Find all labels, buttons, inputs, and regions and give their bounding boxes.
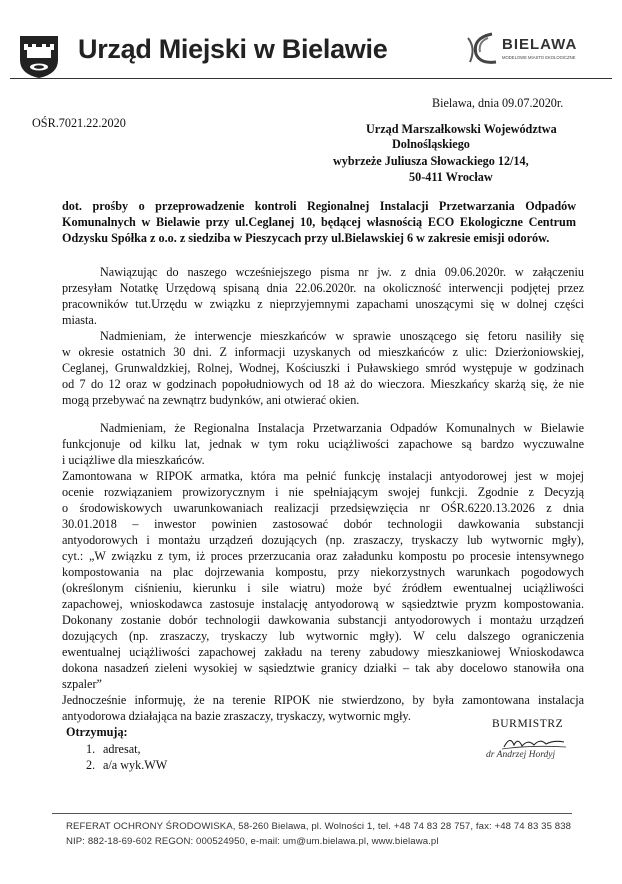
p4-line-2: ocenie rozwiązaniem prowizorycznym i nie spełniającym swojej funkcji. Zgodnie z Decyzją: [62, 485, 584, 499]
p5-line-1: Jednocześnie informuję, że na terenie RIPOK nie stwierdzono, by była zamontowana instalacja: [62, 693, 584, 707]
recipient-line-4: 50-411 Wrocław: [409, 170, 493, 184]
bielawa-logo: [462, 28, 578, 70]
recipient-item-2-number: 2.: [86, 758, 96, 772]
logo-wordmark: BIELAWA: [502, 36, 578, 53]
p3-line-2: funkcjonuje od kilku lat, jednak w tym roku uciążliwości zapachowe są bardzo wyczuwalne: [62, 437, 584, 451]
p2-line-2: w okresie ostatnich 30 dni. Z informacji uzyskanych od mieszkańców z ulic: Dzierżoniowskiej,: [62, 345, 584, 359]
reference-number: OŚR.7021.22.2020: [32, 116, 126, 130]
p2-line-4: od 7 do 12 oraz w godzinach popołudniowych od 18 aż do wieczora. Mieszkańcy skarżą się, że nie: [62, 377, 584, 391]
p4-line-6: cyt.: „W związku z tym, iż proces przerzucania oraz załadunku kompostu po procesie intensywnego: [62, 549, 584, 563]
p4-line-8: (określonym ciśnieniu, kierunku i sile wiatru) może być źródłem ewentualnej uciążliwości: [62, 581, 584, 595]
p1-line-4: miasta.: [62, 313, 97, 327]
p4-line-4: 30.01.2018 – inwestor powinien zastosować dobór technologii dawkowania substancji: [62, 517, 584, 531]
p4-line-12: ewentualnej uciążliwości zapachowej zakładu na tereny zabudowy mieszkaniowej Wnioskodawca: [62, 645, 584, 659]
signatory-name: dr Andrzej Hordyj: [486, 750, 556, 760]
bielawa-swirl-icon: [462, 28, 502, 70]
subject-line-2: Komunalnych w Bielawie przy ul.Ceglanej 10, będącej własnością ECO Ekologiczne Centrum: [62, 215, 576, 229]
footer-divider: [52, 813, 572, 814]
p2-line-1: Nadmieniam, że interwencje mieszkańców w sprawie unoszącego się fetoru nasiliły się: [100, 329, 584, 343]
recipient-line-3: wybrzeże Juliusza Słowackiego 12/14,: [333, 154, 529, 168]
p1-line-1: Nawiązując do naszego wcześniejszego pisma nr jw. z dnia 09.06.2020r. w załączeniu: [100, 265, 584, 279]
p4-line-14: szpaler”: [62, 677, 102, 691]
p4-line-3: o środowiskowych uwarunkowaniach realizacji przedsięwzięcia nr OŚR.6220.13.2026 z dnia: [62, 501, 584, 515]
subject-line-3: Odzysku Spółka z o.o. z siedziba w Pieszycach przy ul.Bielawskiej 6 w zakresie emisji odorów.: [62, 231, 550, 245]
recipient-item-2-text: a/a wyk.WW: [103, 758, 168, 772]
place-date: Bielawa, dnia 09.07.2020r.: [432, 96, 564, 110]
city-crest-icon: [14, 30, 64, 80]
p2-line-3: Ceglanej, Grunwaldzkiej, Rolnej, Wodnej, Kościuszki i Puławskiego smród występuje w godzinach: [62, 361, 584, 375]
p1-line-3: pracowników tut.Urzędu w związku z nieprzyjemnymi zapachami unoszącymi się w dolnej części: [62, 297, 584, 311]
p4-line-13: dokona nasadzeń zieleni wysokiej w sąsiedztwie granicy działki – tak aby docelowo stanowiła ona: [62, 661, 584, 675]
office-name: Urząd Miejski w Bielawie: [78, 34, 388, 64]
p4-line-10: Dokonany zostanie dobór technologii dawkowania substancji antyodorowych i montażu urządzeń: [62, 613, 584, 627]
logo-tagline: MODELOWE MIASTO EKOLOGICZNE: [502, 55, 576, 60]
p4-line-1: Zamontowana w RIPOK armatka, która ma pełnić funkcję instalacji antyodorowej jest w mojej: [62, 469, 584, 483]
recipients-label: Otrzymują:: [66, 725, 128, 739]
handwritten-signature: [500, 733, 570, 751]
recipient-item-1-text: adresat,: [103, 742, 141, 756]
signature-title: BURMISTRZ: [492, 718, 564, 730]
p3-line-3: i uciążliwe dla mieszkańców.: [62, 453, 205, 467]
header-divider: [10, 78, 612, 79]
subject-line-1: dot. prośby o przeprowadzenie kontroli Regionalnej Instalacji Przetwarzania Odpadów: [62, 199, 576, 213]
p4-line-11: dozujących (np. zraszaczy, tryskaczy lub wytwornic mgły). W celu dalszego ograniczenia: [62, 629, 584, 643]
recipient-item-1-number: 1.: [86, 742, 96, 756]
p4-line-7: kompostowania na plac dojrzewania kompostu, przy niekorzystnych warunkach pogodowych: [62, 565, 584, 579]
footer-address-line: REFERAT OCHRONY ŚRODOWISKA, 58-260 Bielawa, pl. Wolności 1, tel. +48 74 83 28 757, fax: +48 74 83 35 838: [66, 821, 572, 832]
p4-line-5: antyodorowych i montażu urządzeń dozujących (np. zraszaczy, tryskaczy lub wytwornic mgły),: [62, 533, 584, 547]
recipient-line-1: Urząd Marszałkowski Województwa: [366, 122, 557, 136]
p3-line-1: Nadmieniam, że Regionalna Instalacja Przetwarzania Odpadów Komunalnych w Bielawie: [100, 421, 584, 435]
footer-contact-line: NIP: 882-18-69-602 REGON: 000524950, e-mail: um@um.bielawa.pl, www.bielawa.pl: [66, 836, 439, 847]
p1-line-2: przesyłam Notatkę Urzędową spisaną dnia 22.06.2020r. na okoliczność interwencji podjętej przez: [62, 281, 584, 295]
recipient-line-2: Dolnośląskiego: [392, 137, 470, 151]
p2-line-5: mogą przebywać na zewnątrz budynków, ani otwierać okien.: [62, 393, 360, 407]
p5-line-2: antyodorowa działająca na bazie zraszaczy, tryskaczy, wytwornic mgły.: [62, 709, 411, 723]
p4-line-9: zapachowej, wnioskodawca zastosuje instalację antyodorową w sąsiedztwie pryzm kompostowania.: [62, 597, 584, 611]
